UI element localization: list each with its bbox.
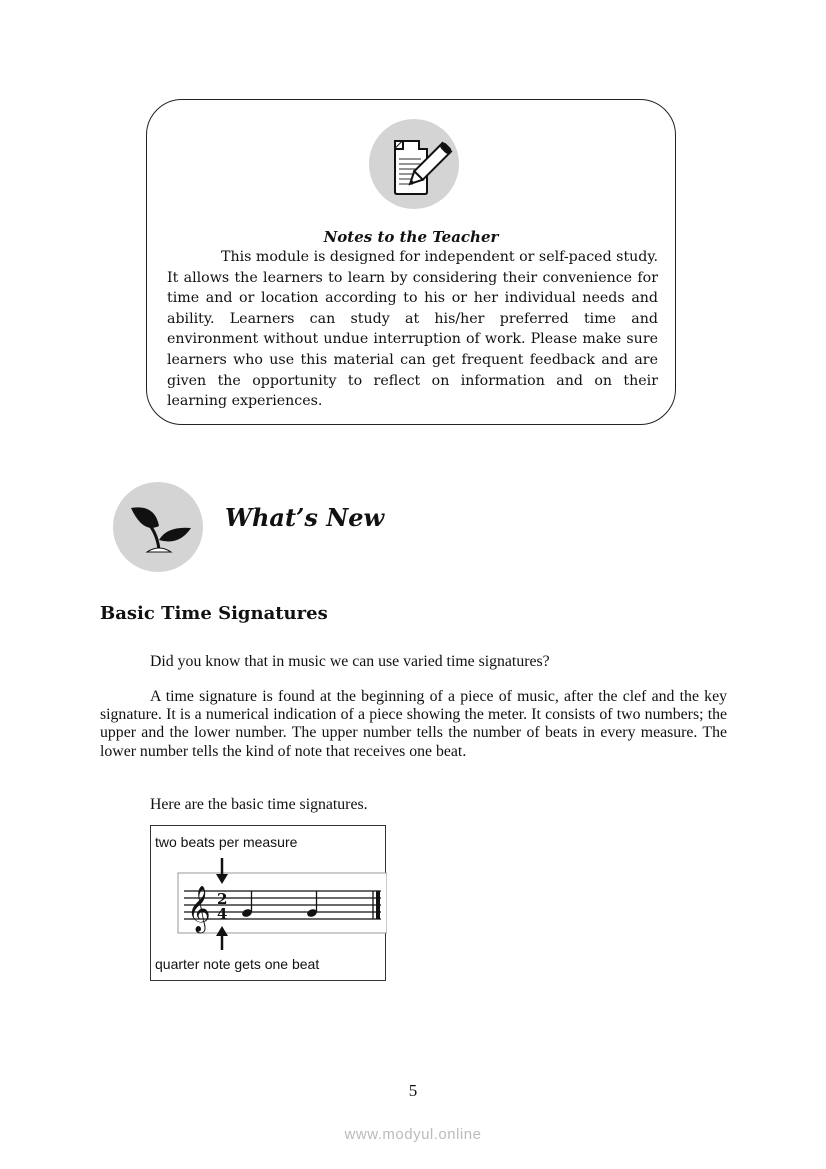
figure-top-label: two beats per measure: [155, 834, 298, 850]
figure-bottom-label: quarter note gets one beat: [155, 956, 320, 972]
notes-paragraph: This module is designed for independent or self-paced study. It allows the learners to learn by considering their convenience for time and or location according to his or her individual needs and ability. Learners can study at his/her preferred time and environment without undue interruption of work. Please make sure learners who use this material can get frequent feedback and are given the opportunity to reflect on information and on their learning experiences.: [167, 249, 658, 410]
page-number: 5: [408, 1081, 418, 1100]
whats-new-title: What’s New: [225, 503, 385, 532]
watermark: www.modyul.online: [344, 1126, 482, 1143]
time-signature-figure: [150, 825, 386, 981]
paragraph: Did you know that in music we can use varied time signatures?: [150, 653, 550, 670]
time-signature-lower: 4: [217, 905, 228, 923]
notes-title: Notes to the Teacher: [323, 228, 499, 246]
svg-text:𝄞: 𝄞: [187, 886, 211, 932]
notepad-pencil-icon: [369, 119, 459, 209]
paragraph: Here are the basic time signatures.: [150, 796, 368, 813]
notes-body: [167, 247, 658, 412]
time-signature-upper: 2: [217, 890, 228, 908]
notes-to-teacher-box: [146, 99, 676, 425]
seedling-icon: [113, 482, 203, 572]
section-title: Basic Time Signatures: [100, 603, 328, 624]
paragraph: A time signature is found at the beginning of a piece of music, after the clef and the key signature. It is a numerical indication of a piece showing the meter. It consists of two numbers; the upper and the lower number. The upper number tells the number of beats in every measure. The lower number tells the kind of note that receives one beat.: [100, 688, 727, 760]
